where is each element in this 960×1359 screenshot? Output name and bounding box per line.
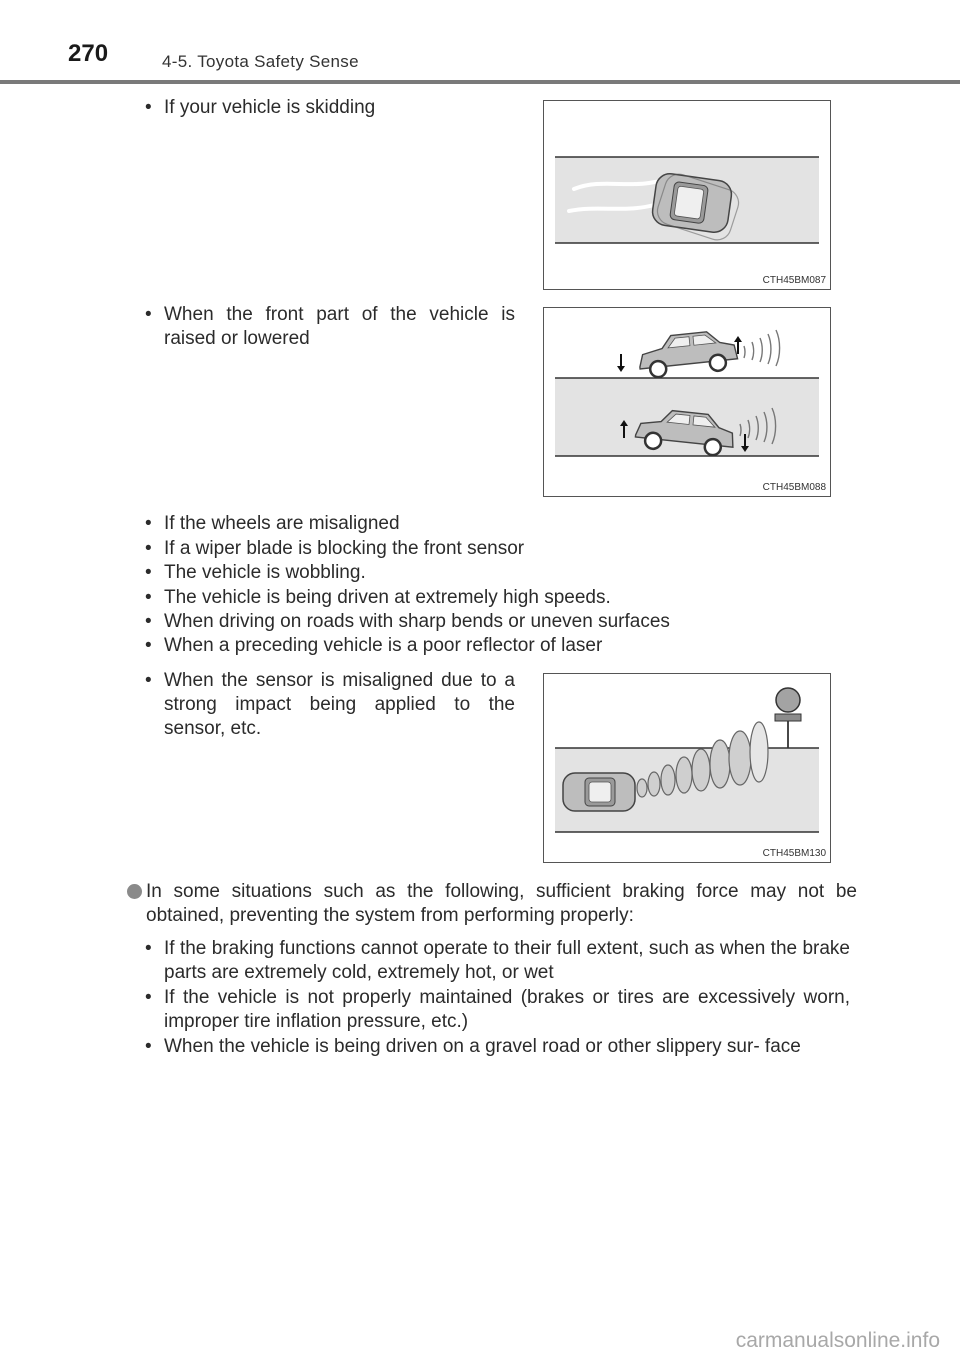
skidding-illustration: [544, 101, 830, 289]
bullet-misaligned-wheels: [145, 512, 845, 536]
bullet-marker: •: [145, 587, 152, 608]
braking-note: [127, 880, 857, 928]
section-title: 4-5. Toyota Safety Sense: [162, 52, 359, 71]
bullet-marker: •: [145, 562, 152, 583]
bullet-text: If the braking functions cannot operate to their full extent, such as when the brake parts are extremely cold, extremely hot, or wet: [164, 938, 850, 983]
bullet-sensor-misaligned: [145, 669, 515, 741]
bullet-marker: •: [145, 513, 152, 534]
bullet-skidding: [145, 96, 515, 120]
bullet-wobbling: [145, 561, 845, 585]
bullet-braking-functions: [145, 937, 850, 985]
braking-intro: In some situations such as the following, sufficient braking force may not be obtained, preventing the system from performing properly:: [146, 881, 857, 926]
point-marker-icon: [127, 884, 142, 899]
bullet-marker: •: [145, 635, 152, 656]
figure-caption: CTH45BM088: [762, 482, 826, 493]
bullet-text: If your vehicle is skidding: [164, 97, 376, 118]
page-header: [0, 0, 960, 84]
watermark: carmanualsonline.info: [735, 1329, 940, 1352]
figure-caption: CTH45BM130: [762, 848, 826, 859]
bullet-text: When the sensor is misaligned due to a strong impact being applied to the sensor, etc.: [164, 670, 515, 739]
bullet-text: If the vehicle is not properly maintained (brakes or tires are excessively worn, improper tire inflation pressure, etc.): [164, 987, 850, 1032]
bullet-text: When driving on roads with sharp bends or uneven surfaces: [164, 611, 670, 632]
bullet-marker: •: [145, 538, 152, 559]
bullet-high-speed: [145, 586, 845, 610]
bullet-marker: •: [145, 1036, 152, 1057]
bullet-text: If the wheels are misaligned: [164, 513, 400, 534]
bullet-text: When the vehicle is being driven on a gravel road or other slippery sur- face: [164, 1036, 801, 1057]
figure-sensor-misaligned: [543, 673, 831, 863]
bullet-text: If a wiper blade is blocking the front sensor: [164, 538, 525, 559]
bullet-text: When the front part of the vehicle is raised or lowered: [164, 304, 515, 349]
bullet-gravel-road: [145, 1035, 850, 1059]
sensor-misaligned-illustration: [544, 674, 830, 862]
figure-skidding: [543, 100, 831, 290]
bullet-raised-lowered: [145, 303, 515, 351]
figure-caption: CTH45BM087: [762, 275, 826, 286]
bullet-text: When a preceding vehicle is a poor reflector of laser: [164, 635, 603, 656]
page-number: 270: [68, 40, 109, 67]
bullet-marker: •: [145, 938, 152, 959]
bullet-marker: •: [145, 611, 152, 632]
bullet-marker: •: [145, 670, 152, 691]
bullet-marker: •: [145, 987, 152, 1008]
bullet-poor-reflector: [145, 634, 845, 658]
bullet-marker: •: [145, 97, 152, 118]
header-divider: [0, 80, 960, 84]
bullet-text: The vehicle is being driven at extremely high speeds.: [164, 587, 611, 608]
bullet-marker: •: [145, 304, 152, 325]
bullet-sharp-bends: [145, 610, 845, 634]
bullet-maintenance: [145, 986, 850, 1034]
raised-lowered-illustration: [544, 308, 830, 496]
figure-raised-lowered: [543, 307, 831, 497]
bullet-wiper-blade: [145, 537, 845, 561]
bullet-text: The vehicle is wobbling.: [164, 562, 366, 583]
